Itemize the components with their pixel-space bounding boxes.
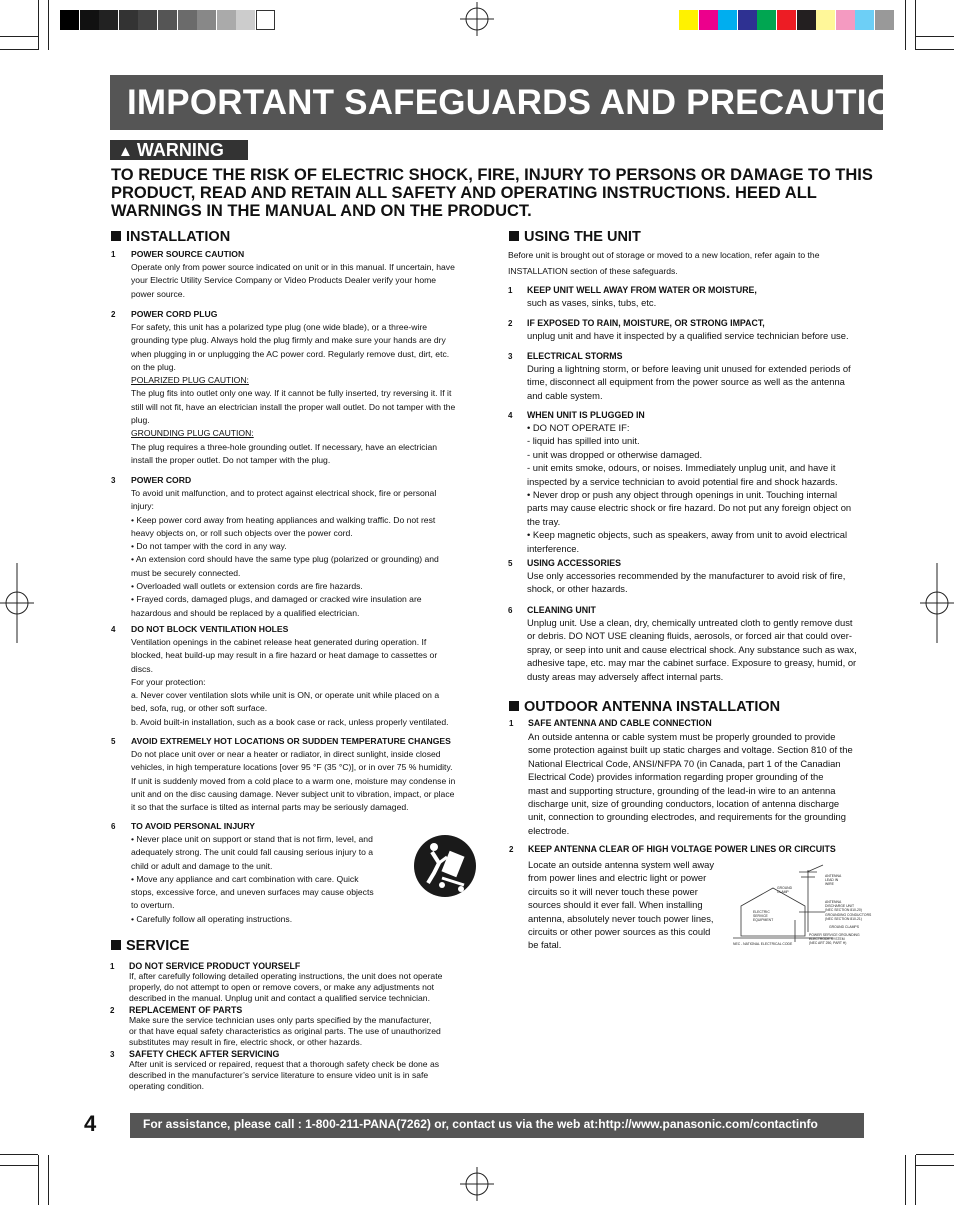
body-line: During a lightning storm, or before leaving unit unused for extended periods of xyxy=(527,363,851,374)
body-line: Electrical Code) provides information regarding proper grounding of the xyxy=(528,771,824,783)
color-swatch xyxy=(718,10,737,30)
item-title: POWER CORD xyxy=(131,475,192,485)
item-number: 2 xyxy=(110,1006,115,1015)
gray-swatch xyxy=(119,10,138,30)
item-number: 3 xyxy=(110,1050,115,1059)
item-title: TO AVOID PERSONAL INJURY xyxy=(131,821,255,831)
body-line: unplug unit and have it inspected by a qualified service technician before use. xyxy=(527,330,849,341)
svg-text:EQUIPMENT: EQUIPMENT xyxy=(753,918,774,922)
body-line: parts may cause electric shock or fire hazard. Do not put any foreign object on xyxy=(527,502,852,514)
item-number: 1 xyxy=(509,719,514,728)
diagram-label-discharge-unit: ANTENNA xyxy=(825,900,842,904)
body-line: bed, sofa, rug, or other soft surface. xyxy=(131,703,268,714)
item-number: 2 xyxy=(111,310,116,319)
body-line: adhesive tape, etc. may mar the cabinet surface. Exposure to greasy, humid, or xyxy=(527,657,857,669)
svg-text:(NEC SECTION 810-20): (NEC SECTION 810-20) xyxy=(825,908,862,912)
assistance-footer: For assistance, please call : 1-800-211-PANA(7262) or, contact us via the web at:http://www.panasonic.com/contactinfo xyxy=(143,1117,818,1131)
bullet-square-icon xyxy=(509,231,519,241)
body-line: operating condition. xyxy=(129,1081,205,1091)
item-number: 4 xyxy=(508,411,513,420)
gray-swatch xyxy=(80,10,99,30)
item-number: 2 xyxy=(508,319,513,328)
item-body xyxy=(131,636,449,729)
bullet-square-icon xyxy=(111,231,121,241)
item-body xyxy=(131,748,455,814)
item-body xyxy=(528,858,714,952)
antenna-grounding-diagram xyxy=(733,860,883,952)
warning-triangle-icon: ▲ xyxy=(118,143,133,160)
body-line: circuits or other power sources as this could xyxy=(528,925,711,937)
item-title: KEEP UNIT WELL AWAY FROM WATER OR MOISTURE, xyxy=(527,285,757,295)
body-line: hazardous and should be replaced by a qualified electrician. xyxy=(131,607,360,618)
diagram-label-antenna-lead: ANTENNA xyxy=(825,874,842,878)
body-line: dusty areas may adversely affect internal parts. xyxy=(527,670,724,682)
item-title: AVOID EXTREMELY HOT LOCATIONS OR SUDDEN TEMPERATURE CHANGES xyxy=(131,736,451,746)
svg-text:ELECTRODE SYSTEM: ELECTRODE SYSTEM xyxy=(809,937,845,941)
body-line: • Do not tamper with the cord in any way. xyxy=(131,541,287,552)
body-line: substitutes may result in fire, electric shock, or other hazards. xyxy=(129,1037,363,1047)
body-line: discs. xyxy=(131,663,153,674)
body-line: unit and on the disc causing damage. Never subject unit to vibration, impact, or place xyxy=(131,788,455,799)
body-line: If, after carefully following detailed operating instructions, the unit does not operate xyxy=(129,971,443,981)
body-line: described in the manual. Unplug unit and contact a qualified service technician. xyxy=(129,993,430,1003)
body-line: • DO NOT OPERATE IF: xyxy=(527,422,630,433)
item-title: POWER CORD PLUG xyxy=(131,309,218,319)
body-line: Ventilation openings in the cabinet release heat generated during operation. If xyxy=(131,637,427,647)
body-line: Do not place unit over or near a heater or radiator, in direct sunlight, inside closed xyxy=(131,749,441,759)
using-unit-heading: USING THE UNIT xyxy=(509,229,641,245)
body-line: • Move any appliance and cart combination with care. Quick xyxy=(131,873,359,884)
body-line: • Carefully follow all operating instructions. xyxy=(131,913,293,924)
body-line: Operate only from power source indicated on unit or in this manual. If uncertain, have xyxy=(131,262,455,272)
svg-text:(NEC ART 250, PART H): (NEC ART 250, PART H) xyxy=(809,941,847,945)
item-title: DO NOT BLOCK VENTILATION HOLES xyxy=(131,624,289,634)
body-line: An outside antenna or cable system must be properly grounded to provide xyxy=(528,731,836,742)
item-body xyxy=(131,487,439,620)
body-line: antenna, absolutely never touch power lines, xyxy=(528,912,714,924)
body-line: Use only accessories recommended by the manufacturer to avoid risk of fire, xyxy=(527,570,846,581)
body-line: • Keep power cord away from heating appliances and walking traffic. Do not rest xyxy=(131,514,436,525)
body-line: on the plug. xyxy=(131,361,176,372)
item-body xyxy=(527,616,857,683)
body-line: b. Avoid built-in installation, such as a book case or rack, unless properly ventilated. xyxy=(131,716,449,727)
item-number: 1 xyxy=(508,286,513,295)
svg-text:SERVICE: SERVICE xyxy=(753,914,768,918)
body-line: and cable system. xyxy=(527,389,603,401)
item-number: 6 xyxy=(111,822,116,831)
body-line: - liquid has spilled into unit. xyxy=(527,435,640,447)
color-swatch xyxy=(679,10,698,30)
diagram-label-nec: NEC - NATIONAL ELECTRICAL CODE xyxy=(733,942,793,946)
body-line: shock, or other hazards. xyxy=(527,583,628,595)
body-line: described in the manufacturer’s service literature to ensure video unit is in safe xyxy=(129,1070,429,1080)
using-unit-intro: Before unit is brought out of storage or moved to a new location, refer again to the INSTALLATION section of these safeguards. xyxy=(508,250,820,276)
item-number: 6 xyxy=(508,606,513,615)
item-body xyxy=(528,730,853,837)
color-swatch xyxy=(699,10,718,30)
item-number: 1 xyxy=(111,250,116,259)
item-body xyxy=(131,261,455,301)
body-line: • An extension cord should have the same type plug (polarized or grounding) and xyxy=(131,554,439,565)
body-line: blocked, heat build-up may result in a fire hazard or heat damage to cassettes or xyxy=(131,650,438,661)
gray-swatch xyxy=(138,10,157,30)
item-title: KEEP ANTENNA CLEAR OF HIGH VOLTAGE POWER LINES OR CIRCUITS xyxy=(528,844,836,854)
item-number: 5 xyxy=(111,737,116,746)
body-line: time, disconnect all equipment from the power source as well as the antenna xyxy=(527,376,845,388)
diagram-label-ground-clamps: GROUND CLAMPS xyxy=(829,925,859,929)
page-title: IMPORTANT SAFEGUARDS AND PRECAUTIONS xyxy=(127,83,944,122)
bullet-square-icon xyxy=(509,701,519,711)
color-swatch xyxy=(797,10,816,30)
body-line: unit, connection to grounding electrodes, and requirements for the grounding xyxy=(528,811,846,823)
body-line: Unplug unit. Use a clean, dry, chemically untreated cloth to gently remove dust xyxy=(527,617,853,628)
body-line: the tray. xyxy=(527,515,561,527)
color-swatch xyxy=(757,10,776,30)
item-title: SAFE ANTENNA AND CABLE CONNECTION xyxy=(528,718,712,728)
body-line: POLARIZED PLUG CAUTION: xyxy=(131,375,249,386)
gray-swatch xyxy=(197,10,216,30)
body-line: plug. xyxy=(131,415,150,426)
item-number: 2 xyxy=(509,845,514,854)
svg-text:WIRE: WIRE xyxy=(825,882,834,886)
item-title: SAFETY CHECK AFTER SERVICING xyxy=(129,1049,280,1059)
body-line: injury: xyxy=(131,501,154,512)
body-line: it so that the surface is tilted as internal parts may be seriously damaged. xyxy=(131,802,409,813)
item-body xyxy=(129,1015,441,1048)
svg-text:(NEC SECTION 810-21): (NEC SECTION 810-21) xyxy=(825,917,862,921)
warning-headline: TO REDUCE THE RISK OF ELECTRIC SHOCK, FIRE, INJURY TO PERSONS OR DAMAGE TO THIS PRODUCT, READ AND RETAIN ALL SAFETY AND OPERATING INSTRUCTIONS. HEED ALL WARNINGS IN THE MANUAL AND ON THE PRODUCT. xyxy=(111,166,873,220)
gray-swatch xyxy=(158,10,177,30)
body-line: child or adult and damage to the unit. xyxy=(131,860,273,871)
body-line: heavy objects on, or roll such objects over the power cord. xyxy=(131,527,353,538)
body-line: For your protection: xyxy=(131,676,206,687)
gray-swatch xyxy=(256,10,275,30)
body-line: • Frayed cords, damaged plugs, and damaged or cracked wire insulation are xyxy=(131,594,422,605)
color-swatch xyxy=(777,10,796,30)
body-line: from power lines and electric light or power xyxy=(528,872,707,884)
warning-badge xyxy=(110,140,248,160)
body-line: a. Never cover ventilation slots while unit is ON, or operate unit while placed on a xyxy=(131,690,440,701)
item-number: 3 xyxy=(111,476,116,485)
item-title: USING ACCESSORIES xyxy=(527,558,622,568)
svg-text:LEAD IN: LEAD IN xyxy=(825,878,839,882)
body-line: circuits so it will never touch these power xyxy=(528,885,698,897)
body-line: • Never place unit on support or stand that is not firm, level, and xyxy=(131,834,373,844)
body-line: be fatal. xyxy=(528,939,562,951)
body-line: • Keep magnetic objects, such as speakers, away from unit to avoid electrical xyxy=(527,529,848,541)
body-line: your Electric Utility Service Company or Video Products Dealer verify your home xyxy=(131,275,437,286)
body-line: The plug requires a three-hole grounding outlet. If necessary, have an electrician xyxy=(131,441,438,452)
body-line: After unit is serviced or repaired, request that a thorough safety check be done as xyxy=(129,1059,440,1069)
body-line: For safety, this unit has a polarized type plug (one wide blade), or a three-wire xyxy=(131,322,428,332)
item-number: 1 xyxy=(110,962,115,971)
gray-swatch xyxy=(236,10,255,30)
cart-tipover-warning-icon xyxy=(412,833,478,899)
body-line: interference. xyxy=(527,542,580,554)
item-body xyxy=(129,1059,439,1092)
body-line: The plug fits into outlet only one way. If it cannot be fully inserted, try reversing it. If it xyxy=(131,388,452,399)
body-line: such as vases, sinks, tubs, etc. xyxy=(527,297,657,308)
body-line: stops, excessive force, and uneven surfaces may cause objects xyxy=(131,887,374,898)
body-line: or debris. DO NOT USE cleaning fluids, aerosols, or forced air that could over- xyxy=(527,630,852,642)
item-body xyxy=(527,362,851,402)
gray-swatch xyxy=(60,10,79,30)
body-line: when plugging in or unplugging the AC power cord. Regularly remove dust, dirt, etc. xyxy=(131,348,450,359)
color-swatch xyxy=(836,10,855,30)
bullet-square-icon xyxy=(111,940,121,950)
body-line: some protection against built up static charges and voltage. Section 810 of the xyxy=(528,744,853,756)
body-line: properly, do not attempt to open or remove covers, or make any adjustments not xyxy=(129,982,435,992)
item-body xyxy=(527,296,656,309)
body-line: • Never drop or push any object through openings in unit. Touching internal xyxy=(527,488,838,500)
body-line: vehicles, in high temperature locations [over 95 °F (35 °C)], or in over 75 % humidity. xyxy=(131,762,453,773)
item-body xyxy=(131,833,374,926)
item-body xyxy=(129,971,442,1004)
item-body xyxy=(527,421,851,555)
warning-label: WARNING xyxy=(136,140,224,160)
body-line: power source. xyxy=(131,288,185,299)
svg-text:DISCHARGE UNIT: DISCHARGE UNIT xyxy=(825,904,855,908)
item-title: IF EXPOSED TO RAIN, MOISTURE, OR STRONG IMPACT, xyxy=(527,318,765,328)
gray-swatch xyxy=(217,10,236,30)
diagram-label-grounding-conductors: GROUNDING CONDUCTORS xyxy=(825,913,872,917)
body-line: GROUNDING PLUG CAUTION: xyxy=(131,428,254,439)
body-line: electrode. xyxy=(528,824,570,836)
gray-swatch xyxy=(178,10,197,30)
body-line: to overturn. xyxy=(131,900,175,911)
body-line: Locate an outside antenna system well away xyxy=(528,859,715,870)
body-line: must be securely connected. xyxy=(131,567,241,578)
body-line: - unit emits smoke, odours, or noises. Immediately unplug unit, and have it xyxy=(527,462,836,474)
page-number: 4 xyxy=(84,1111,97,1136)
service-heading: SERVICE xyxy=(111,938,189,954)
item-title: POWER SOURCE CAUTION xyxy=(131,249,245,259)
body-line: or that have equal safety characteristics as original parts. The use of unauthorized xyxy=(129,1026,441,1036)
item-title: DO NOT SERVICE PRODUCT YOURSELF xyxy=(129,961,301,971)
body-line: mast and supporting structure, grounding of the lead-in wire to an antenna xyxy=(528,784,836,796)
body-line: spray, or seep into unit and cause electrical shock. Any substance such as wax, xyxy=(527,643,857,655)
item-title: REPLACEMENT OF PARTS xyxy=(129,1005,243,1015)
item-title: WHEN UNIT IS PLUGGED IN xyxy=(527,410,645,420)
body-line: inspected by a service technician to avoid potential fire and shock hazards. xyxy=(527,475,838,487)
item-number: 3 xyxy=(508,352,513,361)
item-body xyxy=(527,569,845,596)
body-line: To avoid unit malfunction, and to protect against electrical shock, fire or personal xyxy=(131,488,437,498)
installation-heading: INSTALLATION xyxy=(111,229,230,245)
body-line: National Electrical Code, ANSI/NFPA 70 (in Canada, part 1 of the Canadian xyxy=(528,757,841,769)
color-swatch xyxy=(738,10,757,30)
item-body xyxy=(131,321,455,467)
body-line: If unit is suddenly moved from a cold place to a warm one, moisture may condense in xyxy=(131,775,456,786)
body-line: • Overloaded wall outlets or extension cords are fire hazards. xyxy=(131,581,363,592)
body-line: discharge unit, size of grounding conductors, location of antenna discharge xyxy=(528,797,840,809)
diagram-label-electric-service: ELECTRIC xyxy=(753,910,770,914)
body-line: sources should it ever fall. When installing xyxy=(528,899,703,911)
item-title: ELECTRICAL STORMS xyxy=(527,351,623,361)
color-swatch xyxy=(855,10,874,30)
body-line: Make sure the service technician uses only parts specified by the manufacturer, xyxy=(129,1015,432,1025)
color-swatch xyxy=(875,10,894,30)
diagram-label-ground-clamp: GROUND xyxy=(777,886,793,890)
body-line: still will not fit, have an electrician install the proper wall outlet. Do not tamper with the xyxy=(131,401,456,412)
item-number: 4 xyxy=(111,625,116,634)
color-swatch xyxy=(816,10,835,30)
gray-swatch xyxy=(99,10,118,30)
body-line: install the proper outlet. Do not tamper with the plug. xyxy=(131,454,331,465)
item-title: CLEANING UNIT xyxy=(527,605,596,615)
body-line: grounding type plug. Always hold the plug firmly and make sure your hands are dry xyxy=(131,335,446,346)
diagram-label-power-service: POWER SERVICE GROUNDING xyxy=(809,933,860,937)
body-line: adequately strong. The unit could fall causing serious injury to a xyxy=(131,847,374,858)
outdoor-antenna-heading: OUTDOOR ANTENNA INSTALLATION xyxy=(509,699,780,715)
body-line: - unit was dropped or otherwise damaged. xyxy=(527,448,703,460)
item-body xyxy=(527,329,849,342)
item-number: 5 xyxy=(508,559,513,568)
svg-text:CLAMP: CLAMP xyxy=(777,890,789,894)
